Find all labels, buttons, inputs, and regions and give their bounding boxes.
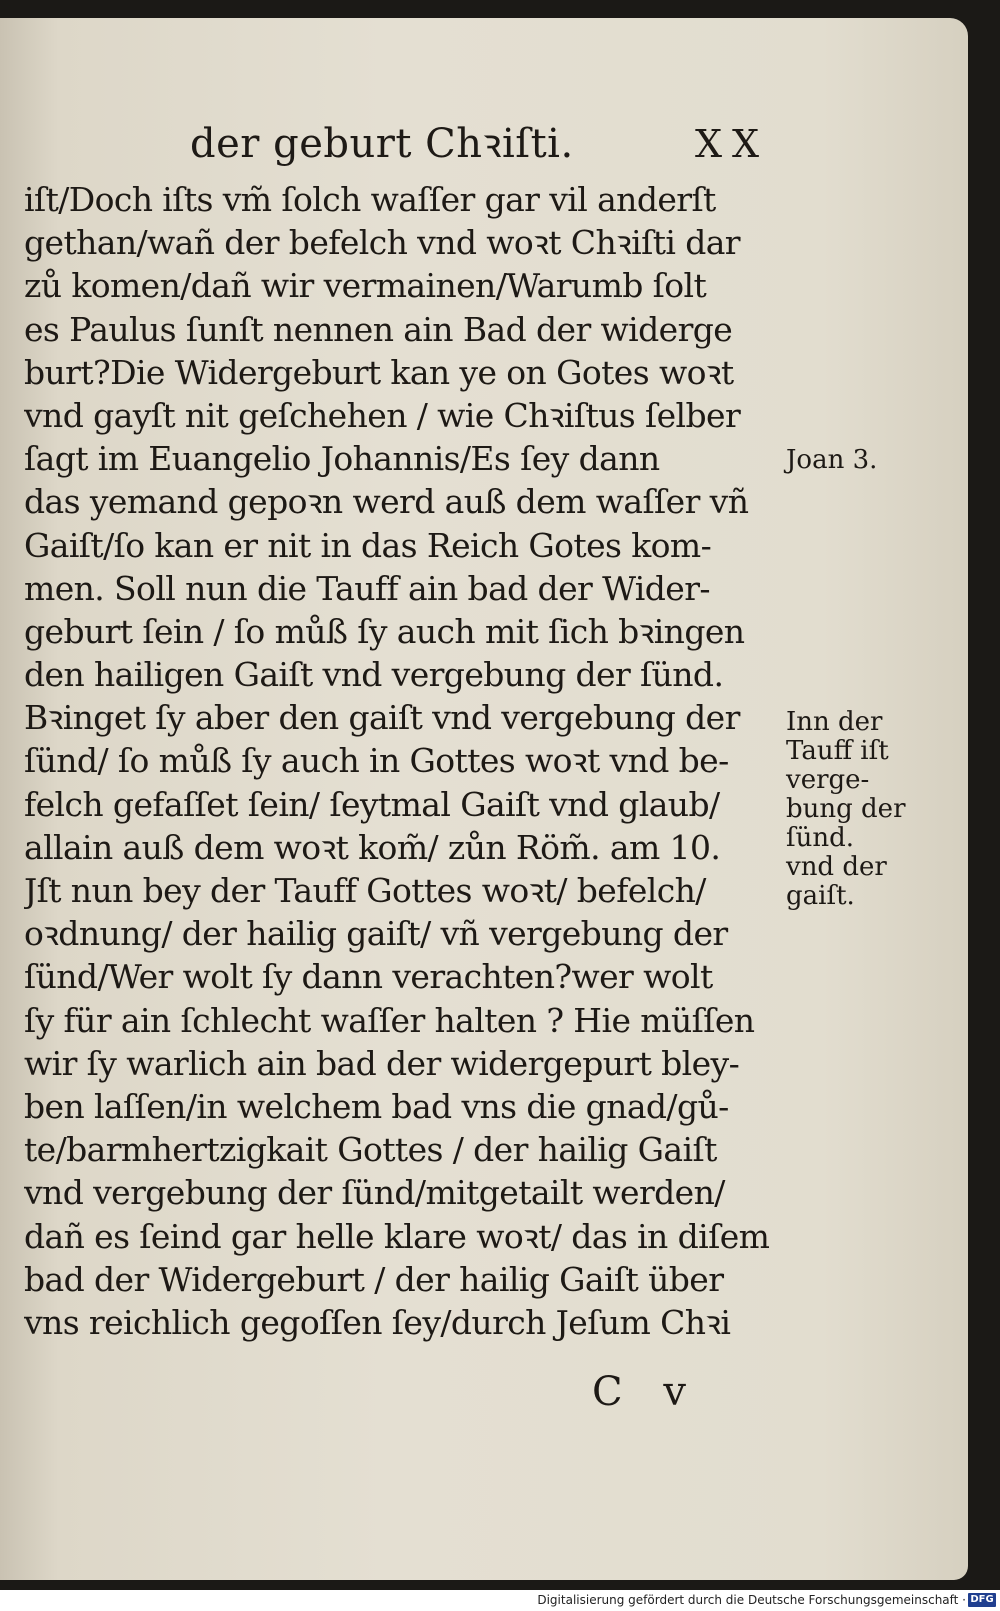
marginal-note-joan — [786, 446, 936, 475]
marginal-note-line: vnd der — [786, 852, 887, 882]
dfg-logo-icon: DFG — [968, 1593, 996, 1607]
text-line: ſünd/Wer wolt ſy dann verachten?wer wolt — [24, 957, 713, 997]
marginal-note-line: ſünd. — [786, 823, 855, 853]
running-head — [0, 114, 968, 174]
folio-number: XX — [695, 122, 770, 166]
marginal-note-line: verge- — [786, 765, 870, 795]
text-line: bad der Widergeburt / der hailig Gaiſt über — [24, 1259, 724, 1299]
text-line: vnd gayſt nit geſchehen / wie Chꝛiſtus ſelber — [24, 395, 741, 435]
text-line: oꝛdnung/ der hailig gaiſt/ vñ vergebung der — [24, 914, 728, 954]
text-line: wir ſy warlich ain bad der widergepurt bley- — [24, 1043, 740, 1083]
page-content — [0, 18, 968, 1580]
text-line: ſünd/ ſo můß ſy auch in Gottes woꝛt vnd be- — [24, 741, 729, 781]
text-line: dañ es ſeind gar helle klare woꝛt/ das in diſem — [24, 1216, 770, 1256]
text-line: zů komen/dañ wir vermainen/Warumb ſolt — [24, 266, 707, 306]
text-line: den hailigen Gaiſt vnd vergebung der ſünd. — [24, 655, 724, 695]
running-head-title: der geburt Chꝛiſti. — [190, 121, 574, 167]
marginal-note-line: Tauff iſt — [786, 736, 889, 766]
body-text — [24, 178, 784, 1344]
text-line: das yemand gepoꝛn werd auß dem waſſer vñ — [24, 482, 749, 522]
text-line: te/barmhertzigkait Gottes / der hailig Gaiſt — [24, 1130, 717, 1170]
text-line: vnd vergebung der ſünd/mitgetailt werden/ — [24, 1173, 725, 1213]
marginal-note-line: gaiſt. — [786, 881, 855, 911]
text-line: men. Soll nun die Tauff ain bad der Wider- — [24, 568, 710, 608]
text-line: vns reichlich gegoſſen ſey/durch Jeſum Chꝛi — [24, 1302, 731, 1342]
text-line: felch gefaſſet ſein/ ſeytmal Gaiſt vnd glaub/ — [24, 784, 720, 824]
text-line: ſagt im Euangelio Johannis/Es ſey dann — [24, 439, 660, 479]
text-line: Gaiſt/ſo kan er nit in das Reich Gotes kom- — [24, 525, 712, 565]
book-page — [0, 18, 968, 1580]
text-line: allain auß dem woꝛt kom̃/ zůn Röm̃. am 10. — [24, 827, 721, 867]
signature-mark: C v — [592, 1369, 700, 1415]
text-line: ſy für ain ſchlecht waſſer halten ? Hie müſſen — [24, 1000, 755, 1040]
text-line: iſt/Doch iſts vm̃ ſolch waſſer gar vil anderſt — [24, 180, 716, 219]
text-line: ben laſſen/in welchem bad vns die gnad/gů- — [24, 1086, 729, 1126]
text-line: burt?Die Widergeburt kan ye on Gotes woꝛt — [24, 352, 734, 392]
text-line: Bꝛinget ſy aber den gaiſt vnd vergebung der — [24, 698, 740, 738]
footer-credit: Digitalisierung gefördert durch die Deutsche Forschungsgemeinschaft · — [537, 1593, 966, 1607]
marginal-note-line: Inn der — [786, 707, 883, 737]
marginal-note-tauff — [786, 708, 936, 911]
text-line: geburt ſein / ſo můß ſy auch mit ſich bꝛingen — [24, 611, 745, 651]
text-line: Jſt nun bey der Tauff Gottes woꝛt/ befelch/ — [24, 871, 706, 910]
footer-bar — [0, 1590, 1000, 1611]
text-line: es Paulus ſunſt nennen ain Bad der widerge — [24, 309, 733, 349]
marginal-note-line: bung der — [786, 794, 906, 824]
marginal-note-line: Joan 3. — [786, 445, 878, 475]
text-line: gethan/wañ der befelch vnd woꝛt Chꝛiſti dar — [24, 223, 740, 263]
